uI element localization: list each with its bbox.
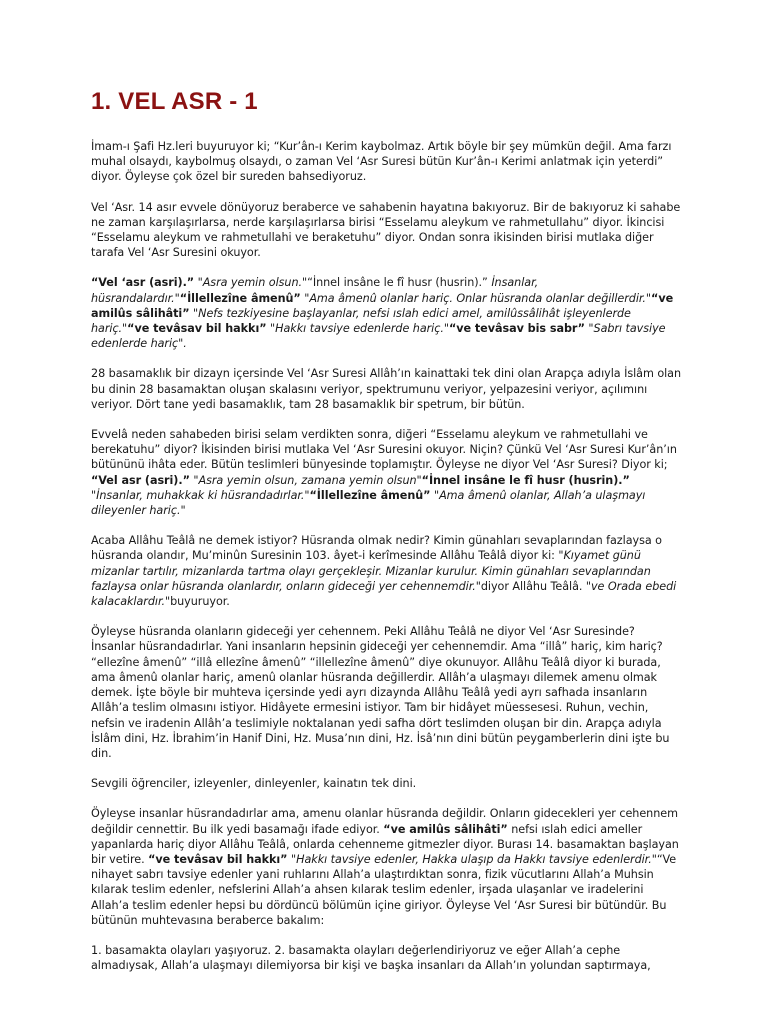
italic-text: "İnsanlar, muhakkak ki hüsrandadırlar." (91, 488, 310, 502)
bold-text: “İnnel insâne le fî husr (husrin).” (421, 473, 630, 487)
document-body (91, 139, 682, 973)
paragraph (91, 533, 682, 609)
bold-text: “Vel ‘asr (asri).” (91, 276, 195, 290)
italic-text: "ve Orada ebedi kalacaklardır." (91, 579, 677, 609)
bold-text: “İllellezîne âmenû” (179, 291, 301, 305)
bold-text: “İllellezîne âmenû” (309, 488, 431, 502)
page-title: 1. VEL ASR - 1 (91, 88, 258, 115)
paragraph (91, 366, 682, 412)
paragraph (91, 776, 682, 791)
paragraph (91, 200, 682, 261)
italic-text: "Ama âmenû olanlar hariç. Onlar hüsranda olanlar değillerdir." (304, 291, 652, 305)
text-run: Evvelâ neden sahabeden birisi selam verdikten sonra, diğeri “Esselamu aleykum ve rahmetullahi ve berekatuhu” diyor? İkisinden birisi mutlaka Vel ‘Asr Suresini okuyor. Niçin? Çünkü Vel ‘Asr Suresi Kur’ân’ın bütününü ihâta eder. Bütün teslimleri bünyesinde toplamıştır. Öyleyse ne diyor Vel ‘Asr Suresi? Diyor ki; (91, 428, 677, 472)
text-run: Vel ‘Asr. 14 asır evvele dönüyoruz beraberce ve sahabenin hayatına bakıyoruz. Bir de bakıyoruz ki sahabe ne zaman karşılaşırlarsa, nerde karşılaşırlarsa birisi “Esselamu aleykum ve rahmetullahu” diyor. İkincisi “Esselamu aleykum ve rahmetullahi ve beraketuhu” diyor. Ondan sonra ikisinden birisi mutlaka diğer tarafa Vel ‘Asr Suresini okuyor. (91, 200, 681, 260)
paragraph (91, 427, 682, 518)
text-run: 1. basamakta olayları yaşıyoruz. 2. basamakta olayları değerlendiriyoruz ve eğer Allah’a cephe almadıysak, Allah’a ulaşmayı dilemiyorsa bir kişi ve başka insanları da Allah’ın yolundan saptırmaya, (91, 943, 651, 973)
paragraph (91, 624, 682, 761)
italic-text: "Sabrı tavsiye edenlerde hariç". (91, 322, 666, 351)
bold-text: “Vel asr (asri).” (91, 473, 190, 487)
italic-text: "Hakkı tavsiye edenlerde hariç." (270, 322, 449, 336)
paragraph (91, 139, 682, 185)
italic-text: "Ama âmenû olanlar, Allah’a ulaşmayı dileyenler hariç." (91, 488, 646, 518)
text-run: nefsi ıslah edici ameller yapanlarda hariç diyor Allâhu Teâlâ, onlarda cehenneme gitmezler diyor. Burası 14. basamaktan başlayan bir vetire. (91, 822, 679, 866)
text-run: Acaba Allâhu Teâlâ ne demek istiyor? Hüsranda olmak nedir? Kimin günahları sevaplarından fazlaysa o hüsranda olandır, Mu’minûn Suresinin 103. âyet-i kerîmesinde Allâhu Teâlâ diyor ki: (91, 534, 662, 563)
bold-text: “ve tevâsav bil hakkı” (148, 852, 288, 866)
paragraph (91, 275, 682, 351)
italic-text: "Asra yemin olsun, zamana yemin olsun" (193, 473, 422, 487)
text-run: Sevgili öğrenciler, izleyenler, dinleyenler, kainatın tek dini. (91, 777, 417, 791)
italic-text: "Kıyamet günü mizanlar tartılır, mizanlarda tartma olayı gerçekleşir. Mizanlar kurulur. Kimin günahları sevaplarından fazlaysa onlar hüsranda olanlardır, onların gideceği yer cehennemdir." (91, 549, 651, 593)
text-run: “Ve nihayet sabrı tavsiye edenler yani ruhlarını Allah’a ulaştırdıktan sonra, fizik vücutlarını Allah’a Muhsin kılarak teslim edenler, nefslerini Allah’a ahsen kılarak teslim edenler, irşada ulaşanlar ve iradelerini Allah’a teslim edenler hepsi bu dördüncü bölümün içine giriyor. Öyleyse Vel ‘Asr Suresi bir bütündür. Bu bütünün muhtevasına beraberce bakalım: (91, 852, 677, 927)
paragraph (91, 943, 682, 973)
italic-text: İnsanlar, hüsrandalardır." (91, 276, 539, 305)
bold-text: “ve amilûs sâlihâti” (383, 822, 508, 836)
bold-text: “ve tevâsav bil hakkı” (127, 322, 267, 336)
text-run: 28 basamaklık bir dizayn içersinde Vel ‘Asr Suresi Allâh’ın kainattaki tek dini olan Arapça adıyla İslâm olan bu dinin 28 basamaktan oluşan skalasını veriyor, spektrumunu veriyor, yelpazesini veriyor, açılımını veriyor. Dört tane yedi basamaklık, tam 28 basamaklık bir spetrum, bir bütün. (91, 367, 682, 411)
italic-text: "Nefs tezkiyesine başlayanlar, nefsi ıslah edici amel, amilûssâlihât işleyenlerde hariç." (91, 306, 631, 336)
text-run: Öyleyse insanlar hüsrandadırlar ama, amenu olanlar hüsranda değildir. Onların gidecekleri yer cehennem değildir cennettir. Bu ilk yedi basamağı ifade ediyor. (91, 807, 678, 836)
text-run: İmam-ı Şafi Hz.leri buyuruyor ki; “Kur’ân-ı Kerim kaybolmaz. Artık böyle bir şey mümkün değil. Ama farzı muhal olsaydı, kaybolmuş olsaydı, o zaman Vel ‘Asr Suresi bütün Kur’ân-ı Kerimi anlatmak için yeterdi” diyor. Öyleyse çok özel bir sureden bahsediyoruz. (91, 140, 672, 184)
paragraph (91, 806, 682, 928)
italic-text: "Asra yemin olsun." (197, 276, 308, 290)
bold-text: “ve tevâsav bis sabr” (448, 322, 585, 336)
text-run: diyor Allâhu Teâlâ. (480, 579, 586, 593)
text-run: Öyleyse hüsranda olanların gideceği yer cehennem. Peki Allâhu Teâlâ ne diyor Vel ‘Asr Suresinde? İnsanlar hüsrandadırlar. Yani insanların hepsinin gideceği yer cehennemdir. Ama “illâ” hariç, kim hariç? “ellezîne âmenû” “illâ ellezîne âmenû” “illellezîne âmenû” diye okunuyor. Allâhu Teâlâ diyor ki burada, ama âmenû olanlar hariç, amenû olanlar hüsranda değillerdir. Allâh’a ulaşmayı dilemek amenu olmak demek. İşte böyle bir muhteva içersinde yedi ayrı dizaynda Allâhu Teâlâ yedi ayrı safhada insanların Allâh’a teslim olmasını istiyor. Hidâyete ermesini istiyor. Tam bir hidâyet müessesesi. Ruhun, vechin, nefsin ve iradenin Allâh’a teslimiyle noktalanan yedi safha dört teslimden oluşan bir din. Arapça adıyla İslâm dini, Hz. İbrahim’in Hanif Dini, Hz. Musa’nın dini, Hz. İsâ’nın dini bütün peygamberlerin dini işte bu din. (91, 625, 670, 760)
italic-text: "Hakkı tavsiye edenler, Hakka ulaşıp da Hakkı tavsiye edenlerdir." (291, 852, 657, 866)
bold-text: “ve amilûs sâlihâti” (91, 291, 674, 320)
text-run: buyuruyor. (170, 595, 230, 609)
text-run: “İnnel insâne le fî husr (husrin).” (307, 276, 492, 290)
